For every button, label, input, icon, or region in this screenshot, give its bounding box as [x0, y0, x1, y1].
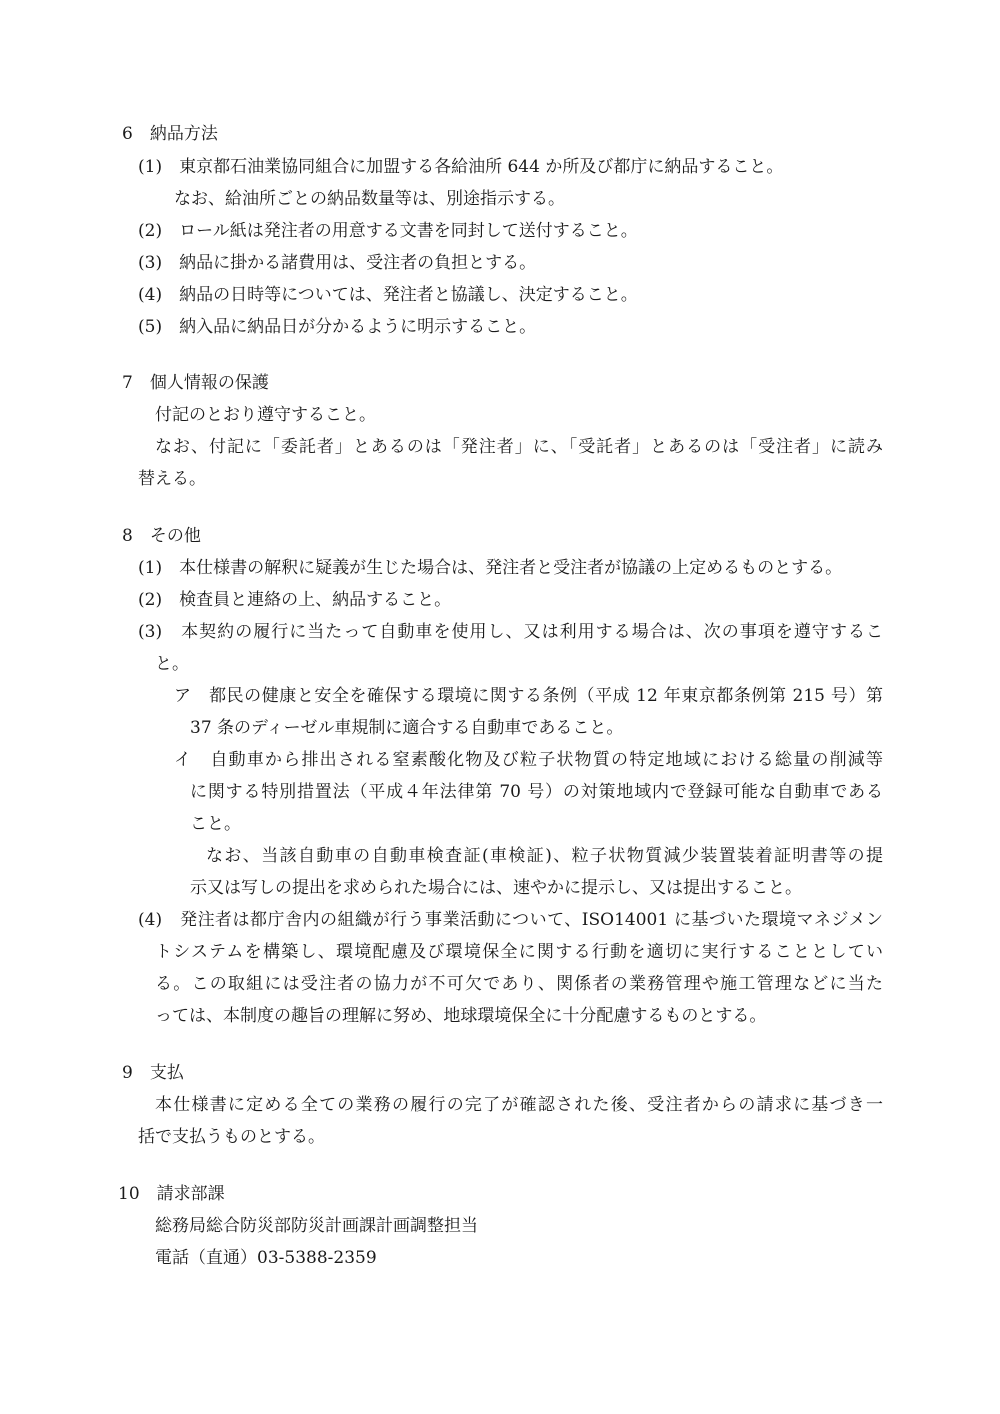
sub-item-i-cont-1: に関する特別措置法（平成４年法律第 70 号）の対策地域内で登録可能な自動車である	[190, 782, 883, 802]
sub-item-i: イ 自動車から排出される窒素酸化物及び粒子状物質の特定地域における総量の削減等	[174, 750, 883, 770]
section-9-paragraph: 本仕様書に定める全ての業務の履行の完了が確認された後、受注者からの請求に基づき一	[155, 1095, 883, 1115]
sub-item-i-cont-2: こと。	[190, 814, 241, 834]
sub-item-a: ア 都民の健康と安全を確保する環境に関する条例（平成 12 年東京都条例第 215 号）第	[174, 686, 883, 706]
section-9-paragraph-cont: 括で支払うものとする。	[138, 1127, 325, 1147]
section-6-item-4: (4) 納品の日時等については、発注者と協議し、決定すること。	[138, 285, 638, 305]
section-7-heading: 7 個人情報の保護	[122, 373, 269, 393]
sub-item-i-note-cont: 示又は写しの提出を求められた場合には、速やかに提示し、又は提出すること。	[190, 878, 802, 898]
section-6-item-5: (5) 納入品に納品日が分かるように明示すること。	[138, 317, 537, 337]
section-7-paragraph-1: 付記のとおり遵守すること。	[155, 405, 376, 425]
section-7-paragraph-2: なお、付記に「委託者」とあるのは「発注者」に、「受託者」とあるのは「受注者」に読み	[155, 437, 883, 457]
sub-item-a-cont: 37 条のディーゼル車規制に適合する自動車であること。	[190, 718, 624, 738]
section-8-item-2: (2) 検査員と連絡の上、納品すること。	[138, 590, 452, 610]
sub-item-i-note: なお、当該自動車の自動車検査証(車検証)、粒子状物質減少装置装着証明書等の提	[206, 846, 883, 866]
section-8-item-4: (4) 発注者は都庁舎内の組織が行う事業活動について、ISO14001 に基づいた環境マネジメン	[138, 910, 883, 930]
section-9-heading: 9 支払	[122, 1063, 184, 1083]
section-6-item-2: (2) ロール紙は発注者の用意する文書を同封して送付すること。	[138, 221, 638, 241]
section-8-heading: 8 その他	[122, 526, 201, 546]
section-8-item-4-cont-1: トシステムを構築し、環境配慮及び環境保全に関する行動を適切に実行することとしてい	[155, 942, 883, 962]
section-8-item-1: (1) 本仕様書の解釈に疑義が生じた場合は、発注者と受注者が協議の上定めるものとする。	[138, 558, 843, 578]
section-6-heading: 6 納品方法	[122, 124, 218, 144]
billing-phone: 電話（直通）03-5388-2359	[155, 1248, 377, 1268]
section-8-item-3: (3) 本契約の履行に当たって自動車を使用し、又は利用する場合は、次の事項を遵守するこ	[138, 622, 883, 642]
billing-department: 総務局総合防災部防災計画課計画調整担当	[155, 1216, 478, 1236]
section-8-item-4-cont-2: る。この取組には受注者の協力が不可欠であり、関係者の業務管理や施工管理などに当た	[155, 974, 883, 994]
section-6-item-1-note: なお、給油所ごとの納品数量等は、別途指示する。	[174, 189, 565, 209]
section-8-item-3-cont: と。	[155, 654, 189, 674]
section-8-item-4-cont-3: っては、本制度の趣旨の理解に努め、地球環境保全に十分配慮するものとする。	[155, 1006, 767, 1026]
section-7-paragraph-2-cont: 替える。	[138, 469, 206, 489]
section-6-item-3: (3) 納品に掛かる諸費用は、受注者の負担とする。	[138, 253, 537, 273]
section-6-item-1: (1) 東京都石油業協同組合に加盟する各給油所 644 か所及び都庁に納品すること。	[138, 157, 784, 177]
section-10-heading: 10 請求部課	[118, 1184, 225, 1204]
